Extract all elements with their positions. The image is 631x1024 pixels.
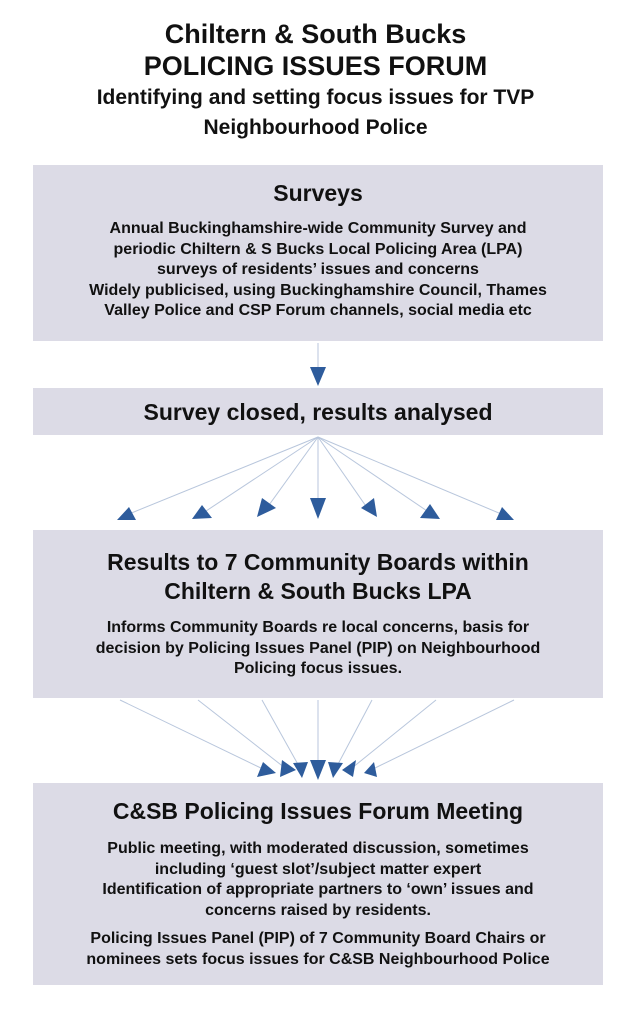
results-line: decision by Policing Issues Panel (PIP) on Neighbourhood xyxy=(95,639,541,657)
arrow-line xyxy=(124,437,318,516)
arrow-line xyxy=(352,700,436,768)
results-title-line-1: Results to 7 Community Boards within xyxy=(107,549,529,575)
surveys-box xyxy=(33,165,603,341)
arrow-line xyxy=(318,437,433,515)
forum-meeting-paragraph-1 xyxy=(33,839,603,921)
arrow-line xyxy=(318,437,506,516)
survey-closed-box xyxy=(33,388,603,435)
forum-line: concerns raised by residents. xyxy=(205,901,431,919)
surveys-line: periodic Chiltern & S Bucks Local Policing Area (LPA) xyxy=(113,240,523,258)
arrow-line xyxy=(198,700,285,768)
results-line: Informs Community Boards re local concerns, basis for xyxy=(106,619,530,636)
arrow-line xyxy=(200,437,318,515)
surveys-line: surveys of residents’ issues and concerns xyxy=(157,261,479,278)
arrow-line xyxy=(336,700,372,768)
title-line-2: POLICING ISSUES FORUM xyxy=(143,51,488,81)
arrow-head xyxy=(257,762,276,777)
forum-line: Identification of appropriate partners to ‘own’ issues and xyxy=(102,881,534,898)
arrows-closed-to-results xyxy=(117,437,514,520)
arrow-head xyxy=(364,762,377,777)
survey-closed-title: Survey closed, results analysed xyxy=(143,399,493,425)
arrow-head xyxy=(310,367,326,386)
arrow-head xyxy=(342,760,356,777)
arrow-surveys-to-closed xyxy=(310,343,326,386)
arrow-head xyxy=(310,760,326,780)
arrow-head xyxy=(117,507,136,520)
forum-line: Policing Issues Panel (PIP) of 7 Community Board Chairs or xyxy=(90,930,546,947)
arrow-head xyxy=(496,507,514,520)
arrow-head xyxy=(257,498,276,517)
results-text xyxy=(33,618,603,680)
results-title-line-2: Chiltern & South Bucks LPA xyxy=(164,578,472,604)
results-line: Policing focus issues. xyxy=(233,660,403,677)
arrow-head xyxy=(328,762,343,778)
arrow-head xyxy=(361,498,377,517)
forum-meeting-title: C&SB Policing Issues Forum Meeting xyxy=(112,798,524,824)
forum-line: Public meeting, with moderated discussion, sometimes xyxy=(107,840,529,857)
surveys-line: Valley Police and CSP Forum channels, social media etc xyxy=(104,302,532,319)
arrow-head xyxy=(280,760,296,777)
arrow-head xyxy=(310,498,326,519)
surveys-line: Widely publicised, using Buckinghamshire Council, Thames xyxy=(89,281,547,299)
title-line-1: Chiltern & South Bucks xyxy=(164,19,467,49)
forum-line: including ‘guest slot’/subject matter expert xyxy=(154,860,482,878)
subtitle-line-1: Identifying and setting focus issues for TVP xyxy=(96,86,535,109)
surveys-text xyxy=(33,219,603,322)
surveys-title: Surveys xyxy=(273,180,363,206)
surveys-line: Annual Buckinghamshire-wide Community Survey and xyxy=(109,220,527,237)
forum-meeting-paragraph-2 xyxy=(33,929,603,970)
forum-line: nominees sets focus issues for C&SB Neighbourhood Police xyxy=(86,950,550,968)
results-box xyxy=(33,530,603,698)
arrow-line xyxy=(262,700,300,768)
forum-meeting-box xyxy=(33,783,603,985)
arrow-head xyxy=(192,505,212,519)
arrow-head xyxy=(420,504,440,519)
subtitle-line-2: Neighbourhood Police xyxy=(203,116,428,139)
arrows-results-to-forum xyxy=(120,700,514,780)
